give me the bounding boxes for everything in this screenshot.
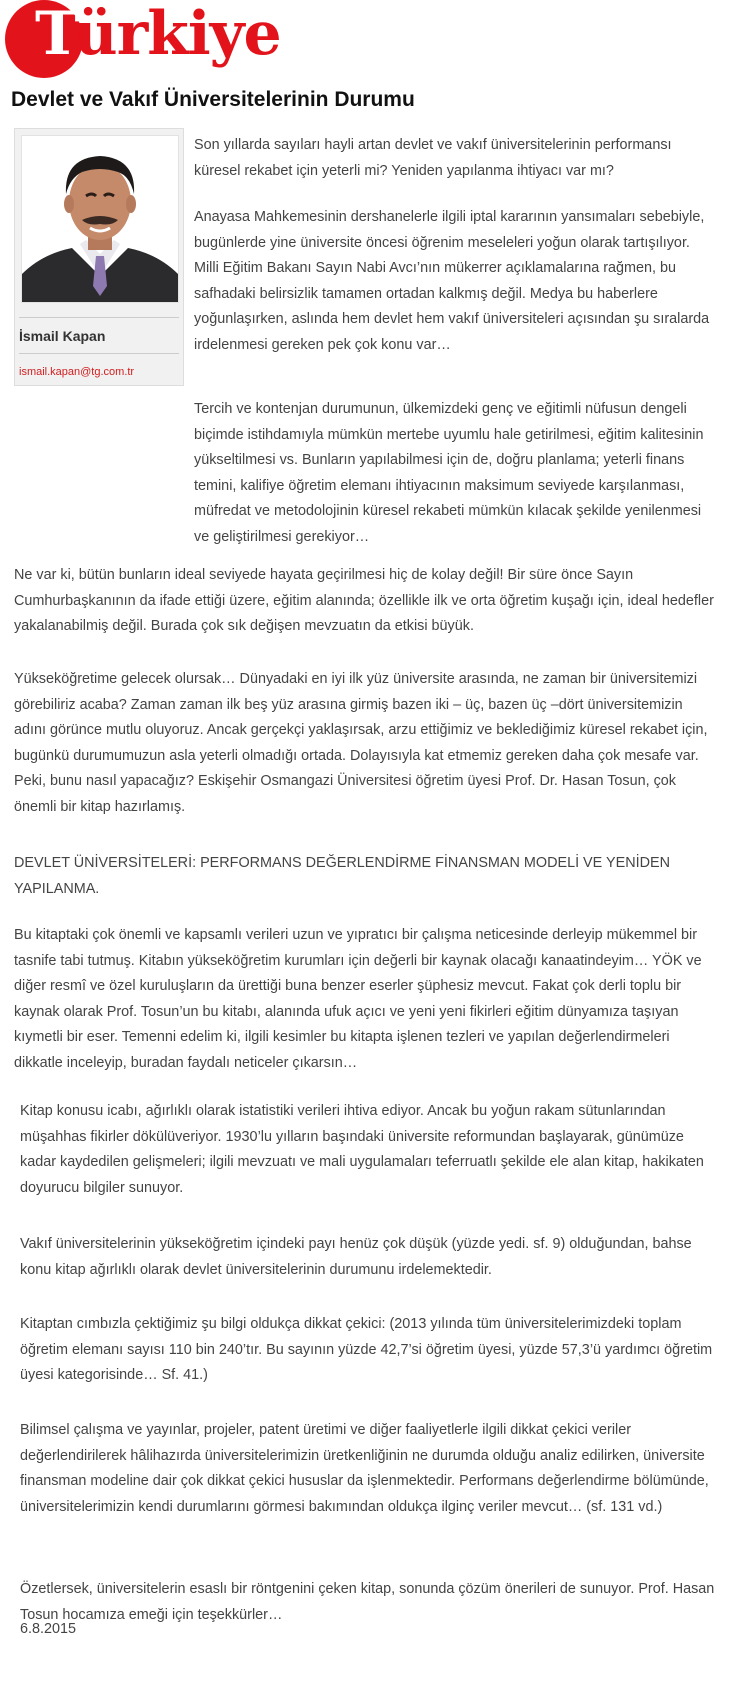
article-paragraph: Kitaptan cımbızla çektiğimiz şu bilgi oldukça dikkat çekici: (2013 yılında tüm üniversitelerimizdeki toplam öğretim elemanı sayısı 110 bin 240’tır. Bu sayının yüzde 42,7’si öğretim üyesi, yüzde 57,3’ü yardımcı öğretim üyesi kategorisinde… Sf. 41.) xyxy=(20,1316,713,1383)
article-paragraph: Bilimsel çalışma ve yayınlar, projeler, patent üretimi ve diğer faaliyetlerle ilgili dikkat çekici veriler değerlendirilerek hâlihazırda üniversitelerimizin üretkenliğinin ne durumda olduğu analiz edilirken, üniversite finansman modeline dair çok dikkat çekici hususlar da işlenmektedir. Performans değerlendirme bölümünde, üniversitelerimizin kendi durumlarını görmesi bakımından oldukça ilginç veriler mevcut… (sf. 131 vd.) xyxy=(20,1422,709,1515)
article-paragraph: Bu kitaptaki çok önemli ve kapsamlı verileri uzun ve yıpratıcı bir çalışma neticesinde derleyip mükemmel bir tasnife tabi tutmuş. Kitabın yükseköğretim kurumları için değerli bir kaynak olacağı kanaatindeyim… YÖK ve diğer resmî ve özel kuruluşların da ürettiği buna benzer eserler şüphesiz mevcut. Fakat çok derli toplu bir kaynak olarak Prof. Tosun’un bu kitabı, alanında ufuk açıcı ve yeni yeni fikirleri eğitim dünyamıza taşıyan kıymetli bir eser. Temenni edelim ki, ilgili kesimler bu kitapta işlenen tezleri ve yapılan değerlendirmeleri dikkatle inceleyip, buradan faydalı neticeler çıkarsın… xyxy=(14,927,702,1071)
author-photo xyxy=(21,135,179,303)
article-paragraph: Ne var ki, bütün bunların ideal seviyede hayata geçirilmesi hiç de kolay değil! Bir süre önce Sayın Cumhurbaşkanının da ifade ettiği üzere, eğitim alanında; özellikle ilk ve orta öğretim kuşağı için, ideal hedefler yakalanabilmiş değil. Burada çok sık değişen mevzuatın da etkisi büyük. xyxy=(14,567,714,634)
article-paragraph: Yükseköğretime gelecek olursak… Dünyadaki en iyi ilk yüz üniversite arasında, ne zaman bir üniversitemizi görebiliriz acaba? Zaman zaman ilk beş yüz arasına girmiş bazen iki – üç, bazen üç –dört üniversitemizin adını görünce mutlu oluyoruz. Ancak gerçekçi yaklaşırsak, arzu ettiğimiz ve beklediğimiz küresel rekabet için, bugünkü durumumuzun asla yeterli olmadığı ortada. Dolayısıyla kat etmemiz gereken daha çok mesafe var. Peki, bunu nasıl yapacağız? Eskişehir Osmangazi Üniversitesi öğretim üyesi Prof. Dr. Hasan Tosun, çok önemli bir kitap hazırlamış. xyxy=(14,671,708,815)
author-name: İsmail Kapan xyxy=(19,317,179,344)
logo-text: Türkiye xyxy=(35,0,281,69)
author-card xyxy=(14,128,184,386)
article-title: Devlet ve Vakıf Üniversitelerinin Durumu xyxy=(11,88,415,111)
article-paragraph: Özetlersek, üniversitelerin esaslı bir röntgenini çeken kitap, sonunda çözüm önerileri de sunuyor. Prof. Hasan Tosun hocamıza emeği için teşekkürler… xyxy=(20,1581,715,1623)
publish-date: 6.8.2015 xyxy=(20,1621,77,1637)
turkiye-logo[interactable] xyxy=(5,0,281,80)
author-portrait-icon xyxy=(22,136,178,302)
article-paragraph: Vakıf üniversitelerinin yükseköğretim içindeki payı henüz çok düşük (yüzde yedi. sf. 9) olduğundan, bahse konu kitap ağırlıklı olarak devlet üniversitelerinin durumunu irdelemektedir. xyxy=(20,1236,692,1278)
author-email[interactable]: ismail.kapan@tg.com.tr xyxy=(19,353,179,378)
article-paragraph: Kitap konusu icabı, ağırlıklı olarak istatistiki verileri ihtiva ediyor. Ancak bu yoğun rakam sütunlarından müşahhas fikirler dökülüveriyor. 1930’lu yılların başındaki üniversite reformundan başlayarak, günümüze kadar kaydedilen gelişmeleri; ilgili mevzuatı ve mali uygulamaları teferruatlı şekilde ele alan kitap, hakikaten doyurucu bilgiler sunuyor. xyxy=(20,1103,704,1196)
article-paragraph: Son yıllarda sayıları hayli artan devlet ve vakıf üniversitelerinin performansı küresel rekabet için yeterli mi? Yeniden yapılanma ihtiyacı var mı? xyxy=(194,137,672,179)
book-title: DEVLET ÜNİVERSİTELERİ: PERFORMANS DEĞERLENDİRME FİNANSMAN MODELİ VE YENİDEN YAPILANMA. xyxy=(14,855,670,897)
article-paragraph: Tercih ve kontenjan durumunun, ülkemizdeki genç ve eğitimli nüfusun dengeli biçimde istihdamıyla mümkün mertebe uyumlu hale getirilmesi, eğitim kalitesinin yükseltilmesi vs. Bunların yapılabilmesi için de, doğru planlama; yeterli finans temini, kalifiye öğretim elemanı ihtiyacının maksimum seviyede karşılanması, müfredat ve metodolojinin küresel rekabeti mümkün kılacak şekilde yenilenmesi ve geliştirilmesi gerekiyor… xyxy=(194,401,704,545)
article-paragraph: Anayasa Mahkemesinin dershanelerle ilgili iptal kararının yansımaları sebebiyle, bugünlerde yine üniversite öncesi öğrenim meseleleri yoğun olarak tartışılıyor. Milli Eğitim Bakanı Sayın Nabi Avcı’nın mükerrer açıklamalarına rağmen, bu safhadaki belirsizlik tamamen ortadan kalkmış değil. Medya bu haberlere yoğunlaşırken, aslında hem devlet hem vakıf üniversiteleri açısından şu sıralarda irdelenmesi gereken pek çok konu var… xyxy=(194,209,710,353)
